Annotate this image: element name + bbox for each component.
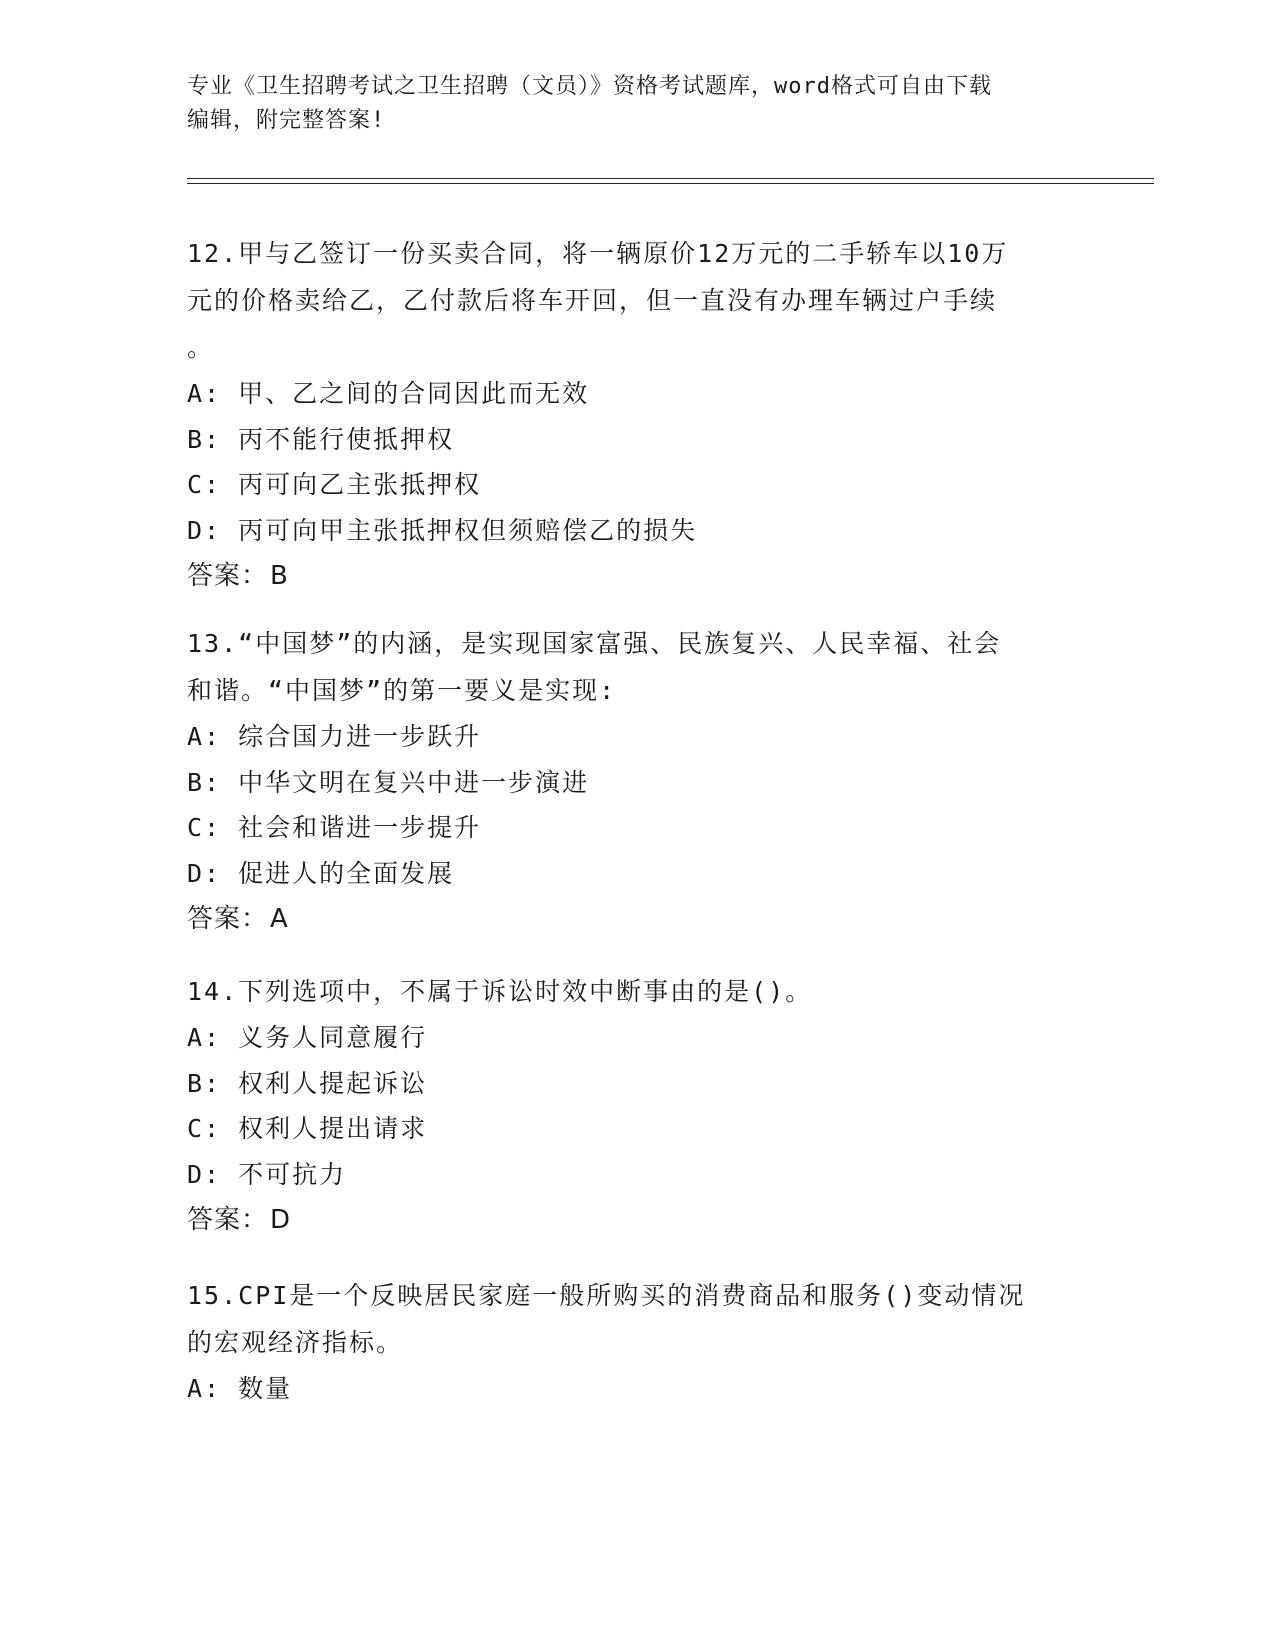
- answer-label: 答案：: [187, 904, 269, 934]
- answer-line: [187, 1197, 1087, 1243]
- question-12: [187, 230, 1087, 599]
- option-b: B: 丙不能行使抵押权: [187, 424, 455, 454]
- answer-value: A: [270, 904, 289, 934]
- header-line-2: 编辑，附完整答案!: [187, 108, 386, 133]
- question-13: [187, 620, 1087, 942]
- answer-value: D: [270, 1205, 292, 1235]
- answer-label: 答案：: [187, 561, 269, 591]
- option-a: A: 综合国力进一步跃升: [187, 722, 482, 751]
- question-stem-line: 和谐。“中国梦”的第一要义是实现:: [187, 676, 617, 705]
- question-stem-line: 15.CPI是一个反映居民家庭一般所购买的消费商品和服务()变动情况: [187, 1281, 1026, 1310]
- option-c: C: 权利人提出请求: [187, 1114, 428, 1143]
- option-d: D: 丙可向甲主张抵押权但须赔偿乙的损失: [187, 515, 698, 545]
- question-stem-line: 13.“中国梦”的内涵，是实现国家富强、民族复兴、人民幸福、社会: [187, 629, 1002, 658]
- option-a: A: 义务人同意履行: [187, 1023, 428, 1052]
- option-d: D: 促进人的全面发展: [187, 858, 455, 888]
- question-stem-line: 元的价格卖给乙，乙付款后将车开回，但一直没有办理车辆过户手续: [187, 286, 998, 315]
- header-divider-bottom: [187, 183, 1154, 184]
- answer-line: [187, 896, 1087, 942]
- option-b: B: 中华文明在复兴中进一步演进: [187, 767, 590, 797]
- question-14: [187, 968, 1087, 1243]
- question-stem-line: 12.甲与乙签订一份买卖合同，将一辆原价12万元的二手轿车以10万: [187, 239, 1009, 268]
- option-c: C: 丙可向乙主张抵押权: [187, 470, 482, 499]
- answer-value: B: [270, 561, 289, 591]
- option-a: A: 甲、乙之间的合同因此而无效: [187, 379, 590, 408]
- question-15: [187, 1272, 1087, 1412]
- question-stem-line: 的宏观经济指标。: [187, 1328, 404, 1357]
- answer-line: [187, 553, 1087, 599]
- header-line-1: 专业《卫生招聘考试之卫生招聘（文员）》资格考试题库，word格式可自由下载: [187, 74, 992, 99]
- option-b: B: 权利人提起诉讼: [187, 1068, 428, 1098]
- answer-label: 答案：: [187, 1205, 269, 1235]
- question-stem-line: 14.下列选项中，不属于诉讼时效中断事由的是()。: [187, 977, 813, 1006]
- option-d: D: 不可抗力: [187, 1159, 347, 1189]
- option-c: C: 社会和谐进一步提升: [187, 813, 482, 842]
- document-header: [187, 70, 1087, 138]
- question-stem-line: 。: [187, 333, 215, 362]
- option-a: A: 数量: [187, 1374, 293, 1403]
- header-divider-top: [187, 178, 1154, 179]
